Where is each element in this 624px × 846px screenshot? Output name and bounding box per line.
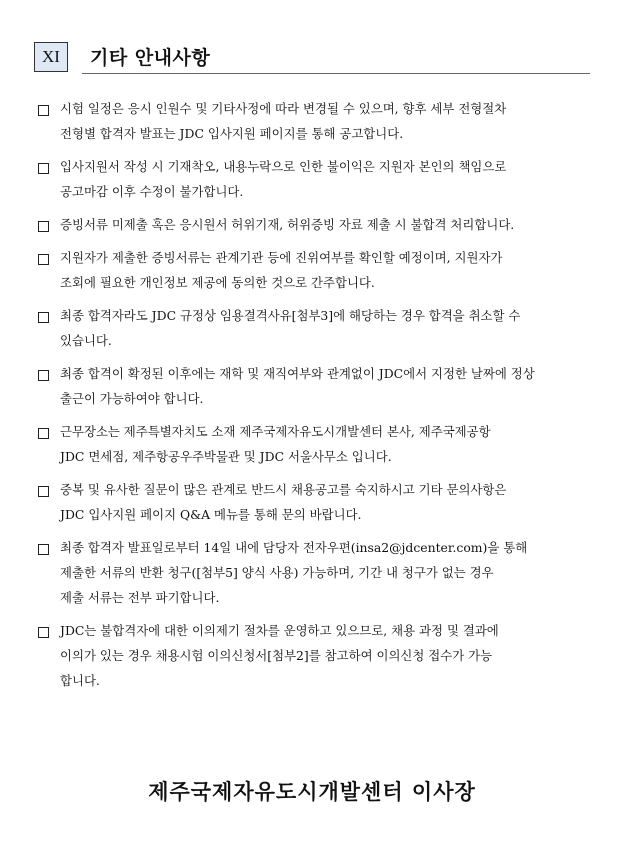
checkbox-bullet-icon [38, 627, 49, 638]
notice-item [38, 365, 594, 411]
notice-line: JDC는 불합격자에 대한 이의제기 절차를 운영하고 있으므로, 채용 과정 및 결과에 [60, 623, 499, 638]
section-number: XI [42, 47, 60, 66]
notice-line: JDC 면세점, 제주항공우주박물관 및 JDC 서울사무소 입니다. [60, 449, 392, 464]
checkbox-bullet-icon [38, 312, 49, 323]
notice-line: 출근이 가능하여야 합니다. [60, 391, 204, 406]
notice-line: 입사지원서 작성 시 기재착오, 내용누락으로 인한 불이익은 지원자 본인의 책임으로 [60, 159, 507, 174]
notice-line: 최종 합격자라도 JDC 규정상 임용결격사유[첨부3]에 해당하는 경우 합격을 취소할 수 [60, 308, 521, 323]
checkbox-bullet-icon [38, 105, 49, 116]
notice-list [38, 100, 594, 693]
checkbox-bullet-icon [38, 221, 49, 232]
notice-text [60, 477, 594, 527]
notice-line: 제출 서류는 전부 파기합니다. [60, 590, 220, 605]
checkbox-bullet-icon [38, 254, 49, 265]
notice-line: 최종 합격이 확정된 이후에는 재학 및 재직여부와 관계없이 JDC에서 지정한 날짜에 정상 [60, 366, 535, 381]
notice-line: 조회에 필요한 개인정보 제공에 동의한 것으로 간주합니다. [60, 275, 375, 290]
checkbox-bullet-icon [38, 370, 49, 381]
notice-line: 중복 및 유사한 질문이 많은 관계로 반드시 채용공고를 숙지하시고 기타 문의사항은 [60, 482, 507, 497]
notice-text [60, 245, 594, 295]
notice-line: 최종 합격자 발표일로부터 14일 내에 담당자 전자우편(insa2@jdcenter.com)을 통해 [60, 540, 528, 555]
notice-text [60, 154, 594, 204]
notice-line: 증빙서류 미제출 혹은 응시원서 허위기재, 허위증빙 자료 제출 시 불합격 처리합니다. [60, 217, 515, 232]
notice-line: 지원자가 제출한 증빙서류는 관계기관 등에 진위여부를 확인할 예정이며, 지원자가 [60, 250, 503, 265]
notice-line: 전형별 합격자 발표는 JDC 입사지원 페이지를 통해 공고합니다. [60, 126, 404, 141]
notice-item [38, 158, 594, 204]
notice-text [60, 618, 594, 693]
notice-item [38, 622, 594, 693]
checkbox-bullet-icon [38, 486, 49, 497]
checkbox-bullet-icon [38, 544, 49, 555]
notice-item [38, 481, 594, 527]
notice-text [60, 96, 594, 146]
notice-item [38, 307, 594, 353]
notice-item [38, 423, 594, 469]
notice-text [60, 212, 594, 237]
notice-line: JDC 입사지원 페이지 Q&A 메뉴를 통해 문의 바랍니다. [60, 507, 362, 522]
notice-line: 이의가 있는 경우 채용시험 이의신청서[첨부2]를 참고하여 이의신청 접수가 가능 [60, 648, 493, 663]
notice-item [38, 539, 594, 610]
notice-line: 시험 일정은 응시 인원수 및 기타사정에 따라 변경될 수 있으며, 향후 세부 전형절차 [60, 101, 507, 116]
section-title: 기타 안내사항 [90, 47, 211, 69]
notice-item [38, 216, 594, 237]
issuer-signature: 제주국제자유도시개발센터 이사장 [148, 779, 476, 804]
checkbox-bullet-icon [38, 428, 49, 439]
notice-line: 공고마감 이후 수정이 불가합니다. [60, 184, 244, 199]
notice-line: 합니다. [60, 673, 100, 688]
notice-text [60, 419, 594, 469]
notice-text [60, 303, 594, 353]
notice-text [60, 535, 594, 610]
notice-line: 제출한 서류의 반환 청구([첨부5] 양식 사용) 가능하며, 기간 내 청구가 없는 경우 [60, 565, 494, 580]
section-header [34, 42, 594, 74]
notice-item [38, 100, 594, 146]
notice-item [38, 249, 594, 295]
section-divider [82, 73, 590, 74]
notice-line: 근무장소는 제주특별자치도 소재 제주국제자유도시개발센터 본사, 제주국제공항 [60, 424, 491, 439]
checkbox-bullet-icon [38, 163, 49, 174]
notice-text [60, 361, 594, 411]
notice-line: 있습니다. [60, 333, 112, 348]
section-number-box [34, 42, 68, 72]
